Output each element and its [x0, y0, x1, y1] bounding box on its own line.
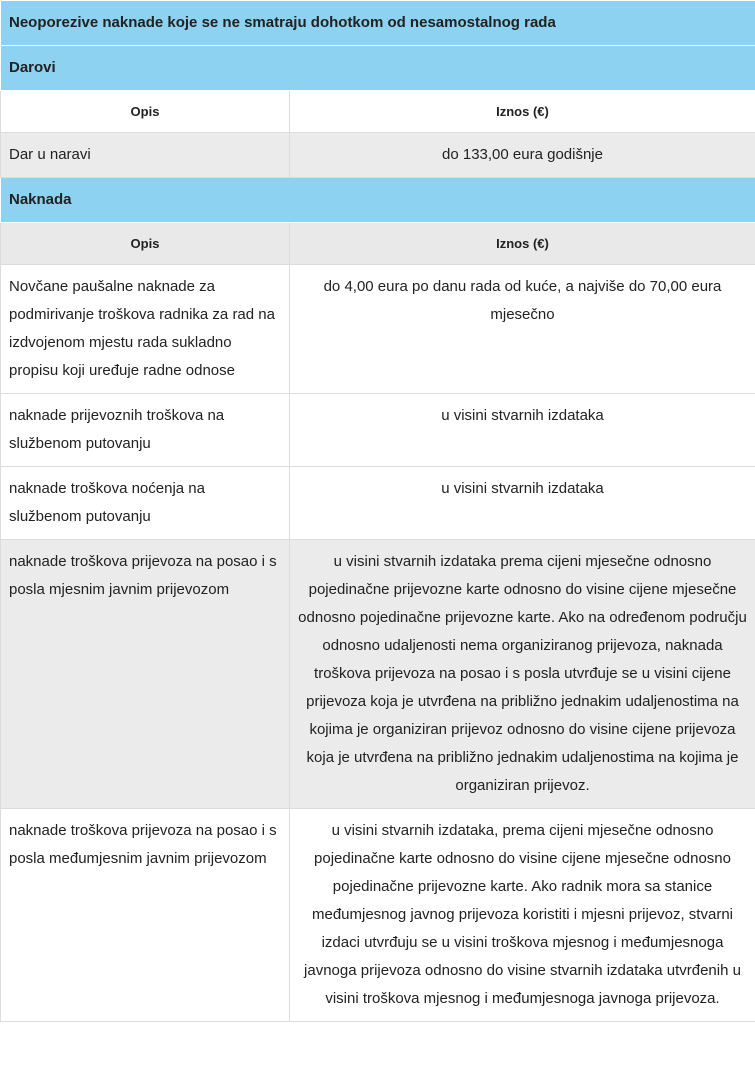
row-amount: do 4,00 eura po danu rada od kuće, a najviše do 70,00 eura mjesečno	[290, 265, 755, 394]
row-desc: naknade troškova noćenja na službenom putovanju	[1, 467, 290, 540]
row-amount: u visini stvarnih izdataka, prema cijeni mjesečne odnosno pojedinačne karte odnosno do visine cijene mjesečne odnosno pojedinačne prijevozne karte. Ako radnik mora sa stanice međumjesnog javnog prijevoza koristiti i mjesni prijevoz, stvarni izdaci utvrđuju se u visini troškova mjesnog i međumjesnoga javnoga prijevoza odnosno do visine stvarnih izdataka utvrđenih u visini troškova mjesnog i međumjesnoga javnoga prijevoza.	[290, 809, 755, 1022]
row-amount: u visini stvarnih izdataka	[290, 467, 755, 540]
column-header-desc: Opis	[1, 91, 290, 133]
row-desc: naknade troškova prijevoza na posao i s posla međumjesnim javnim prijevozom	[1, 809, 290, 1022]
row-amount: u visini stvarnih izdataka	[290, 394, 755, 467]
column-header-amount: Iznos (€)	[290, 91, 755, 133]
column-header-row	[1, 223, 755, 265]
table-row	[1, 265, 755, 394]
table-row	[1, 809, 755, 1022]
row-amount: u visini stvarnih izdataka prema cijeni mjesečne odnosno pojedinačne prijevozne karte odnosno do visine cijene mjesečne odnosno pojedinačne prijevozne karte. Ako na određenom području odnosno udaljenosti nema organiziranog prijevoza, naknada troškova prijevoza na posao i s posla utvrđuje se u visini cijene prijevoza koja je utvrđena na približno jednakim udaljenostima na kojima je organiziran prijevoz odnosno do visine cijene prijevoza koja je utvrđena na približno jednakim udaljenostima na kojima je organiziran prijevoz.	[290, 540, 755, 809]
column-header-amount: Iznos (€)	[290, 223, 755, 265]
section-title: Darovi	[1, 46, 755, 91]
section-header-darovi	[1, 46, 755, 91]
table-title: Neoporezive naknade koje se ne smatraju dohotkom od nesamostalnog rada	[1, 1, 755, 46]
row-desc: Novčane paušalne naknade za podmirivanje troškova radnika za rad na izdvojenom mjestu rada sukladno propisu koji uređuje radne odnose	[1, 265, 290, 394]
table-row	[1, 394, 755, 467]
table-row	[1, 540, 755, 809]
table-title-row	[1, 1, 755, 46]
section-title: Naknada	[1, 178, 755, 223]
column-header-row	[1, 91, 755, 133]
table-row	[1, 467, 755, 540]
row-desc: Dar u naravi	[1, 133, 290, 178]
row-amount: do 133,00 eura godišnje	[290, 133, 755, 178]
row-desc: naknade prijevoznih troškova na službenom putovanju	[1, 394, 290, 467]
table-row	[1, 133, 755, 178]
section-header-naknada	[1, 178, 755, 223]
column-header-desc: Opis	[1, 223, 290, 265]
row-desc: naknade troškova prijevoza na posao i s posla mjesnim javnim prijevozom	[1, 540, 290, 809]
